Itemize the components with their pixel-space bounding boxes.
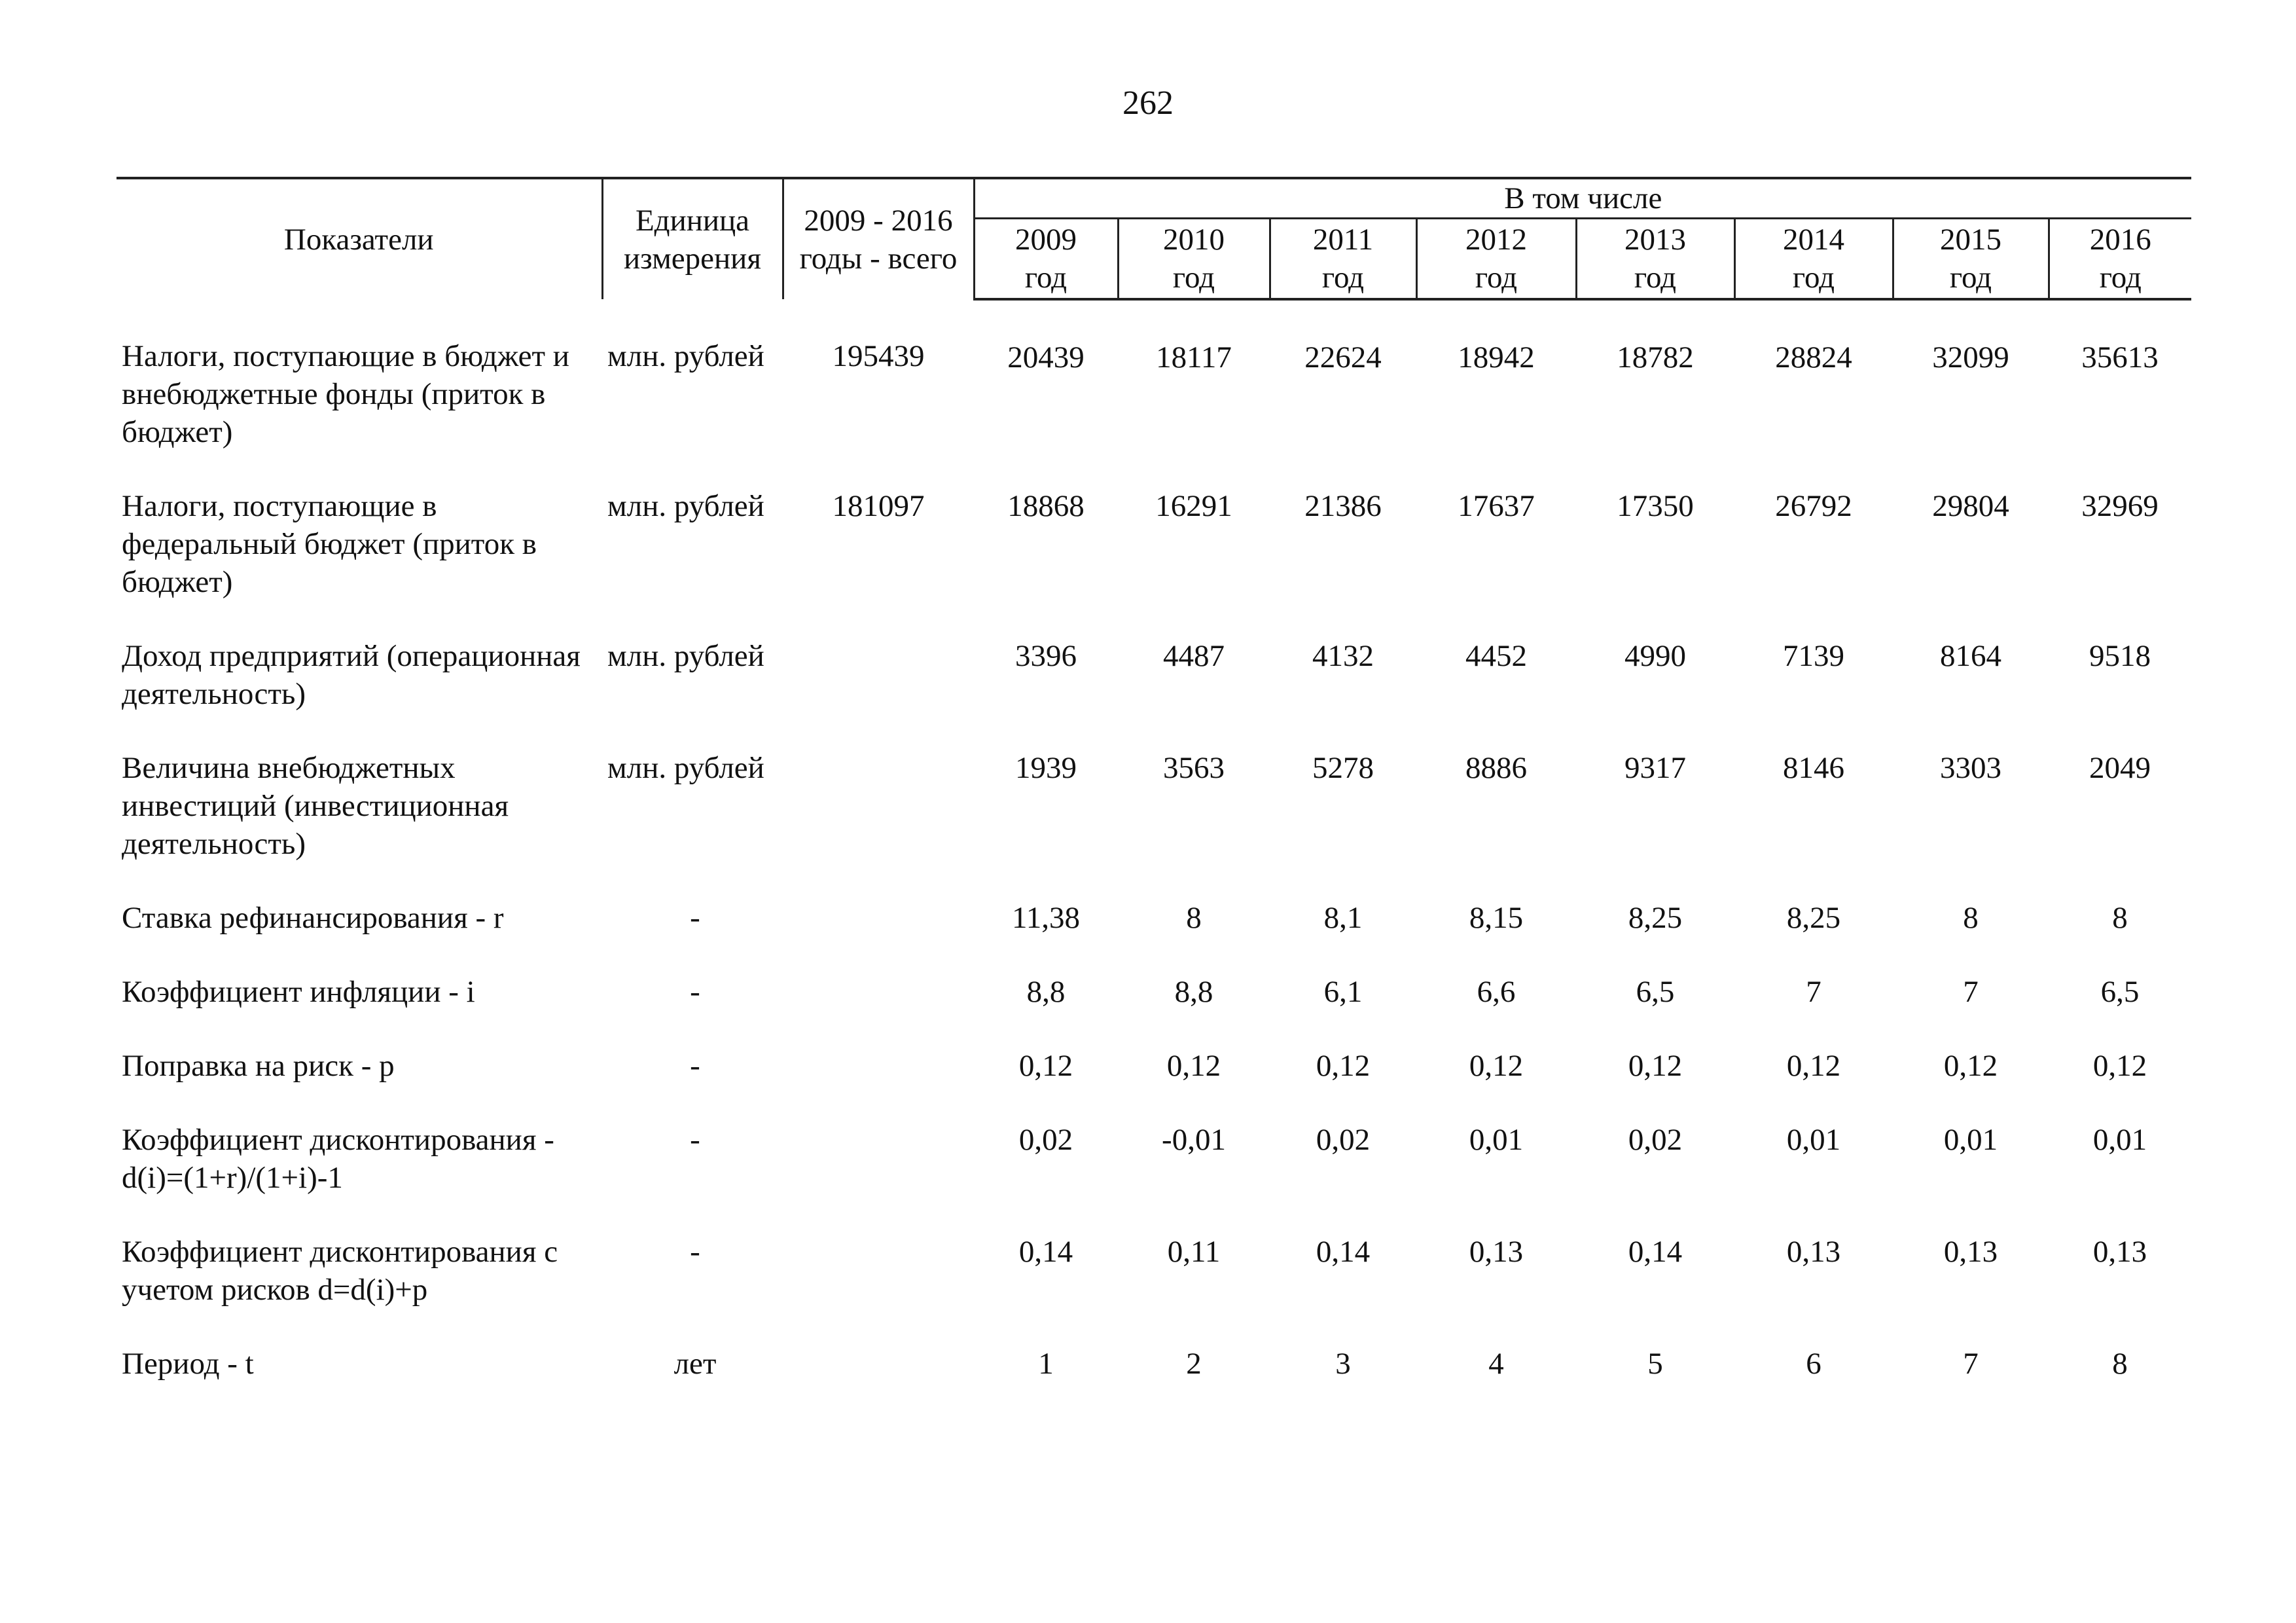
row-value: 0,11 <box>1167 1235 1221 1269</box>
row-value: 6 <box>1806 1347 1821 1381</box>
row-value: 0,12 <box>1628 1049 1683 1083</box>
row-value: 0,12 <box>1943 1049 1998 1083</box>
row-name: Величина внебюджетных инвестиций (инвестиционная деятельность) <box>122 751 509 861</box>
row-value: 35613 <box>2081 340 2159 374</box>
row-name: Коэффициент инфляции - i <box>122 975 475 1009</box>
row-value: 9518 <box>2089 639 2151 673</box>
row-value: 8,25 <box>1786 901 1841 935</box>
row-value: 0,01 <box>1943 1123 1998 1157</box>
row-value: 8 <box>1186 901 1202 935</box>
row-unit: лет <box>673 1347 717 1381</box>
row-name: Период - t <box>122 1347 254 1381</box>
row-value: 7 <box>1806 975 1821 1009</box>
row-value: 0,01 <box>2092 1123 2147 1157</box>
indicators-table <box>117 177 2191 1419</box>
row-value: 0,14 <box>1628 1235 1683 1269</box>
row-value: 28824 <box>1775 340 1852 374</box>
row-value: 18868 <box>1007 489 1085 523</box>
header-year: 2011 год <box>1270 219 1416 300</box>
row-total <box>783 1233 974 1345</box>
row-value: 18117 <box>1156 340 1232 374</box>
row-value: 0,12 <box>1786 1049 1841 1083</box>
row-value: 3396 <box>1015 639 1077 673</box>
row-total <box>783 637 974 749</box>
table-row <box>117 1047 2191 1121</box>
header-total: 2009 - 2016 годы - всего <box>783 178 974 299</box>
row-value: 0,01 <box>1469 1123 1524 1157</box>
row-value: 0,13 <box>1469 1235 1524 1269</box>
row-value: 4452 <box>1465 639 1527 673</box>
row-value: 0,13 <box>1786 1235 1841 1269</box>
row-value: 3303 <box>1940 751 2001 785</box>
row-value: 4487 <box>1163 639 1225 673</box>
row-unit: - <box>690 1049 700 1083</box>
row-value: 18782 <box>1617 340 1694 374</box>
row-name: Налоги, поступающие в бюджет и внебюджетные фонды (приток в бюджет) <box>122 339 569 449</box>
row-value: 8,8 <box>1026 975 1066 1009</box>
row-value: 18942 <box>1458 340 1535 374</box>
row-total <box>783 1047 974 1121</box>
row-value: 17350 <box>1617 489 1694 523</box>
row-value: 9317 <box>1624 751 1686 785</box>
row-value: 7 <box>1963 1347 1979 1381</box>
row-value: 8,1 <box>1323 901 1363 935</box>
row-value: 4 <box>1488 1347 1504 1381</box>
header-year: 2013 год <box>1576 219 1734 300</box>
row-value: 0,02 <box>1316 1123 1371 1157</box>
header-year: 2016 год <box>2049 219 2191 300</box>
row-unit: млн. рублей <box>607 489 764 523</box>
row-value: 0,12 <box>1316 1049 1371 1083</box>
header-indicator: Показатели <box>117 178 602 299</box>
row-name: Коэффициент дисконтирования - d(i)=(1+r)/(1+i)-1 <box>122 1123 554 1195</box>
row-name: Ставка рефинансирования - r <box>122 901 504 935</box>
row-value: 4132 <box>1312 639 1374 673</box>
row-value: 0,13 <box>1943 1235 1998 1269</box>
page-number: 262 <box>1122 84 1174 122</box>
table-row <box>117 749 2191 899</box>
row-value: 17637 <box>1458 489 1535 523</box>
header-group: В том числе <box>974 178 2191 219</box>
row-value: 0,14 <box>1018 1235 1073 1269</box>
row-value: 0,13 <box>2092 1235 2147 1269</box>
header-year: 2012 год <box>1416 219 1576 300</box>
row-name: Коэффициент дисконтирования с учетом рисков d=d(i)+p <box>122 1235 558 1307</box>
row-value: 8164 <box>1940 639 2001 673</box>
row-value: 5278 <box>1312 751 1374 785</box>
row-unit: млн. рублей <box>607 751 764 785</box>
row-value: 8886 <box>1465 751 1527 785</box>
row-total <box>783 1121 974 1233</box>
row-value: 21386 <box>1304 489 1382 523</box>
row-value: 0,12 <box>1166 1049 1221 1083</box>
row-total: 195439 <box>832 339 925 373</box>
table-row <box>117 1345 2191 1419</box>
row-value: 8,25 <box>1628 901 1683 935</box>
row-value: 8,8 <box>1174 975 1213 1009</box>
table-row <box>117 899 2191 973</box>
row-value: 3 <box>1335 1347 1351 1381</box>
row-unit: - <box>690 1123 700 1157</box>
header-year: 2010 год <box>1118 219 1270 300</box>
row-value: 5 <box>1647 1347 1663 1381</box>
row-value: 8 <box>2112 901 2128 935</box>
row-value: 1 <box>1038 1347 1054 1381</box>
row-value: 11,38 <box>1011 901 1080 935</box>
row-total <box>783 1345 974 1419</box>
row-unit: млн. рублей <box>607 639 764 673</box>
row-value: 3563 <box>1163 751 1225 785</box>
row-value: 6,6 <box>1477 975 1516 1009</box>
row-name: Поправка на риск - p <box>122 1049 395 1083</box>
row-value: 8146 <box>1783 751 1844 785</box>
row-total <box>783 899 974 973</box>
table-row <box>117 487 2191 637</box>
row-value: 2 <box>1186 1347 1202 1381</box>
row-value: 6,5 <box>2100 975 2140 1009</box>
row-unit: млн. рублей <box>607 339 764 373</box>
row-total <box>783 973 974 1047</box>
row-value: 29804 <box>1932 489 2009 523</box>
header-year: 2015 год <box>1893 219 2049 300</box>
row-unit: - <box>690 975 700 1009</box>
row-unit: - <box>690 1235 700 1269</box>
row-total <box>783 749 974 899</box>
header-year: 2009 год <box>974 219 1118 300</box>
row-value: 0,01 <box>1786 1123 1841 1157</box>
row-value: 26792 <box>1775 489 1852 523</box>
header-unit: Единица измерения <box>602 178 783 299</box>
row-total: 181097 <box>832 489 925 523</box>
row-value: 16291 <box>1155 489 1232 523</box>
row-value: 2049 <box>2089 751 2151 785</box>
row-value: 6,5 <box>1636 975 1675 1009</box>
row-value: 0,02 <box>1018 1123 1073 1157</box>
row-value: 0,02 <box>1628 1123 1683 1157</box>
row-value: 22624 <box>1304 340 1382 374</box>
row-value: 7 <box>1963 975 1979 1009</box>
table-row <box>117 299 2191 487</box>
row-value: 4990 <box>1624 639 1686 673</box>
row-value: 0,12 <box>1018 1049 1073 1083</box>
row-name: Доход предприятий (операционная деятельность) <box>122 639 581 711</box>
header-year: 2014 год <box>1734 219 1893 300</box>
row-name: Налоги, поступающие в федеральный бюджет (приток в бюджет) <box>122 489 537 599</box>
row-value: 32969 <box>2081 489 2159 523</box>
row-value: 8 <box>1963 901 1979 935</box>
row-value: -0,01 <box>1162 1123 1226 1157</box>
table-row <box>117 1121 2191 1233</box>
row-value: 8,15 <box>1469 901 1524 935</box>
table-header <box>117 178 2191 299</box>
row-value: 6,1 <box>1323 975 1363 1009</box>
row-unit: - <box>690 901 700 935</box>
row-value: 32099 <box>1932 340 2009 374</box>
row-value: 7139 <box>1783 639 1844 673</box>
table-row <box>117 1233 2191 1345</box>
row-value: 20439 <box>1007 340 1085 374</box>
row-value: 0,14 <box>1316 1235 1371 1269</box>
table-row <box>117 973 2191 1047</box>
row-value: 0,12 <box>1469 1049 1524 1083</box>
row-value: 8 <box>2112 1347 2128 1381</box>
row-value: 0,12 <box>2092 1049 2147 1083</box>
table-row <box>117 637 2191 749</box>
row-value: 1939 <box>1015 751 1077 785</box>
